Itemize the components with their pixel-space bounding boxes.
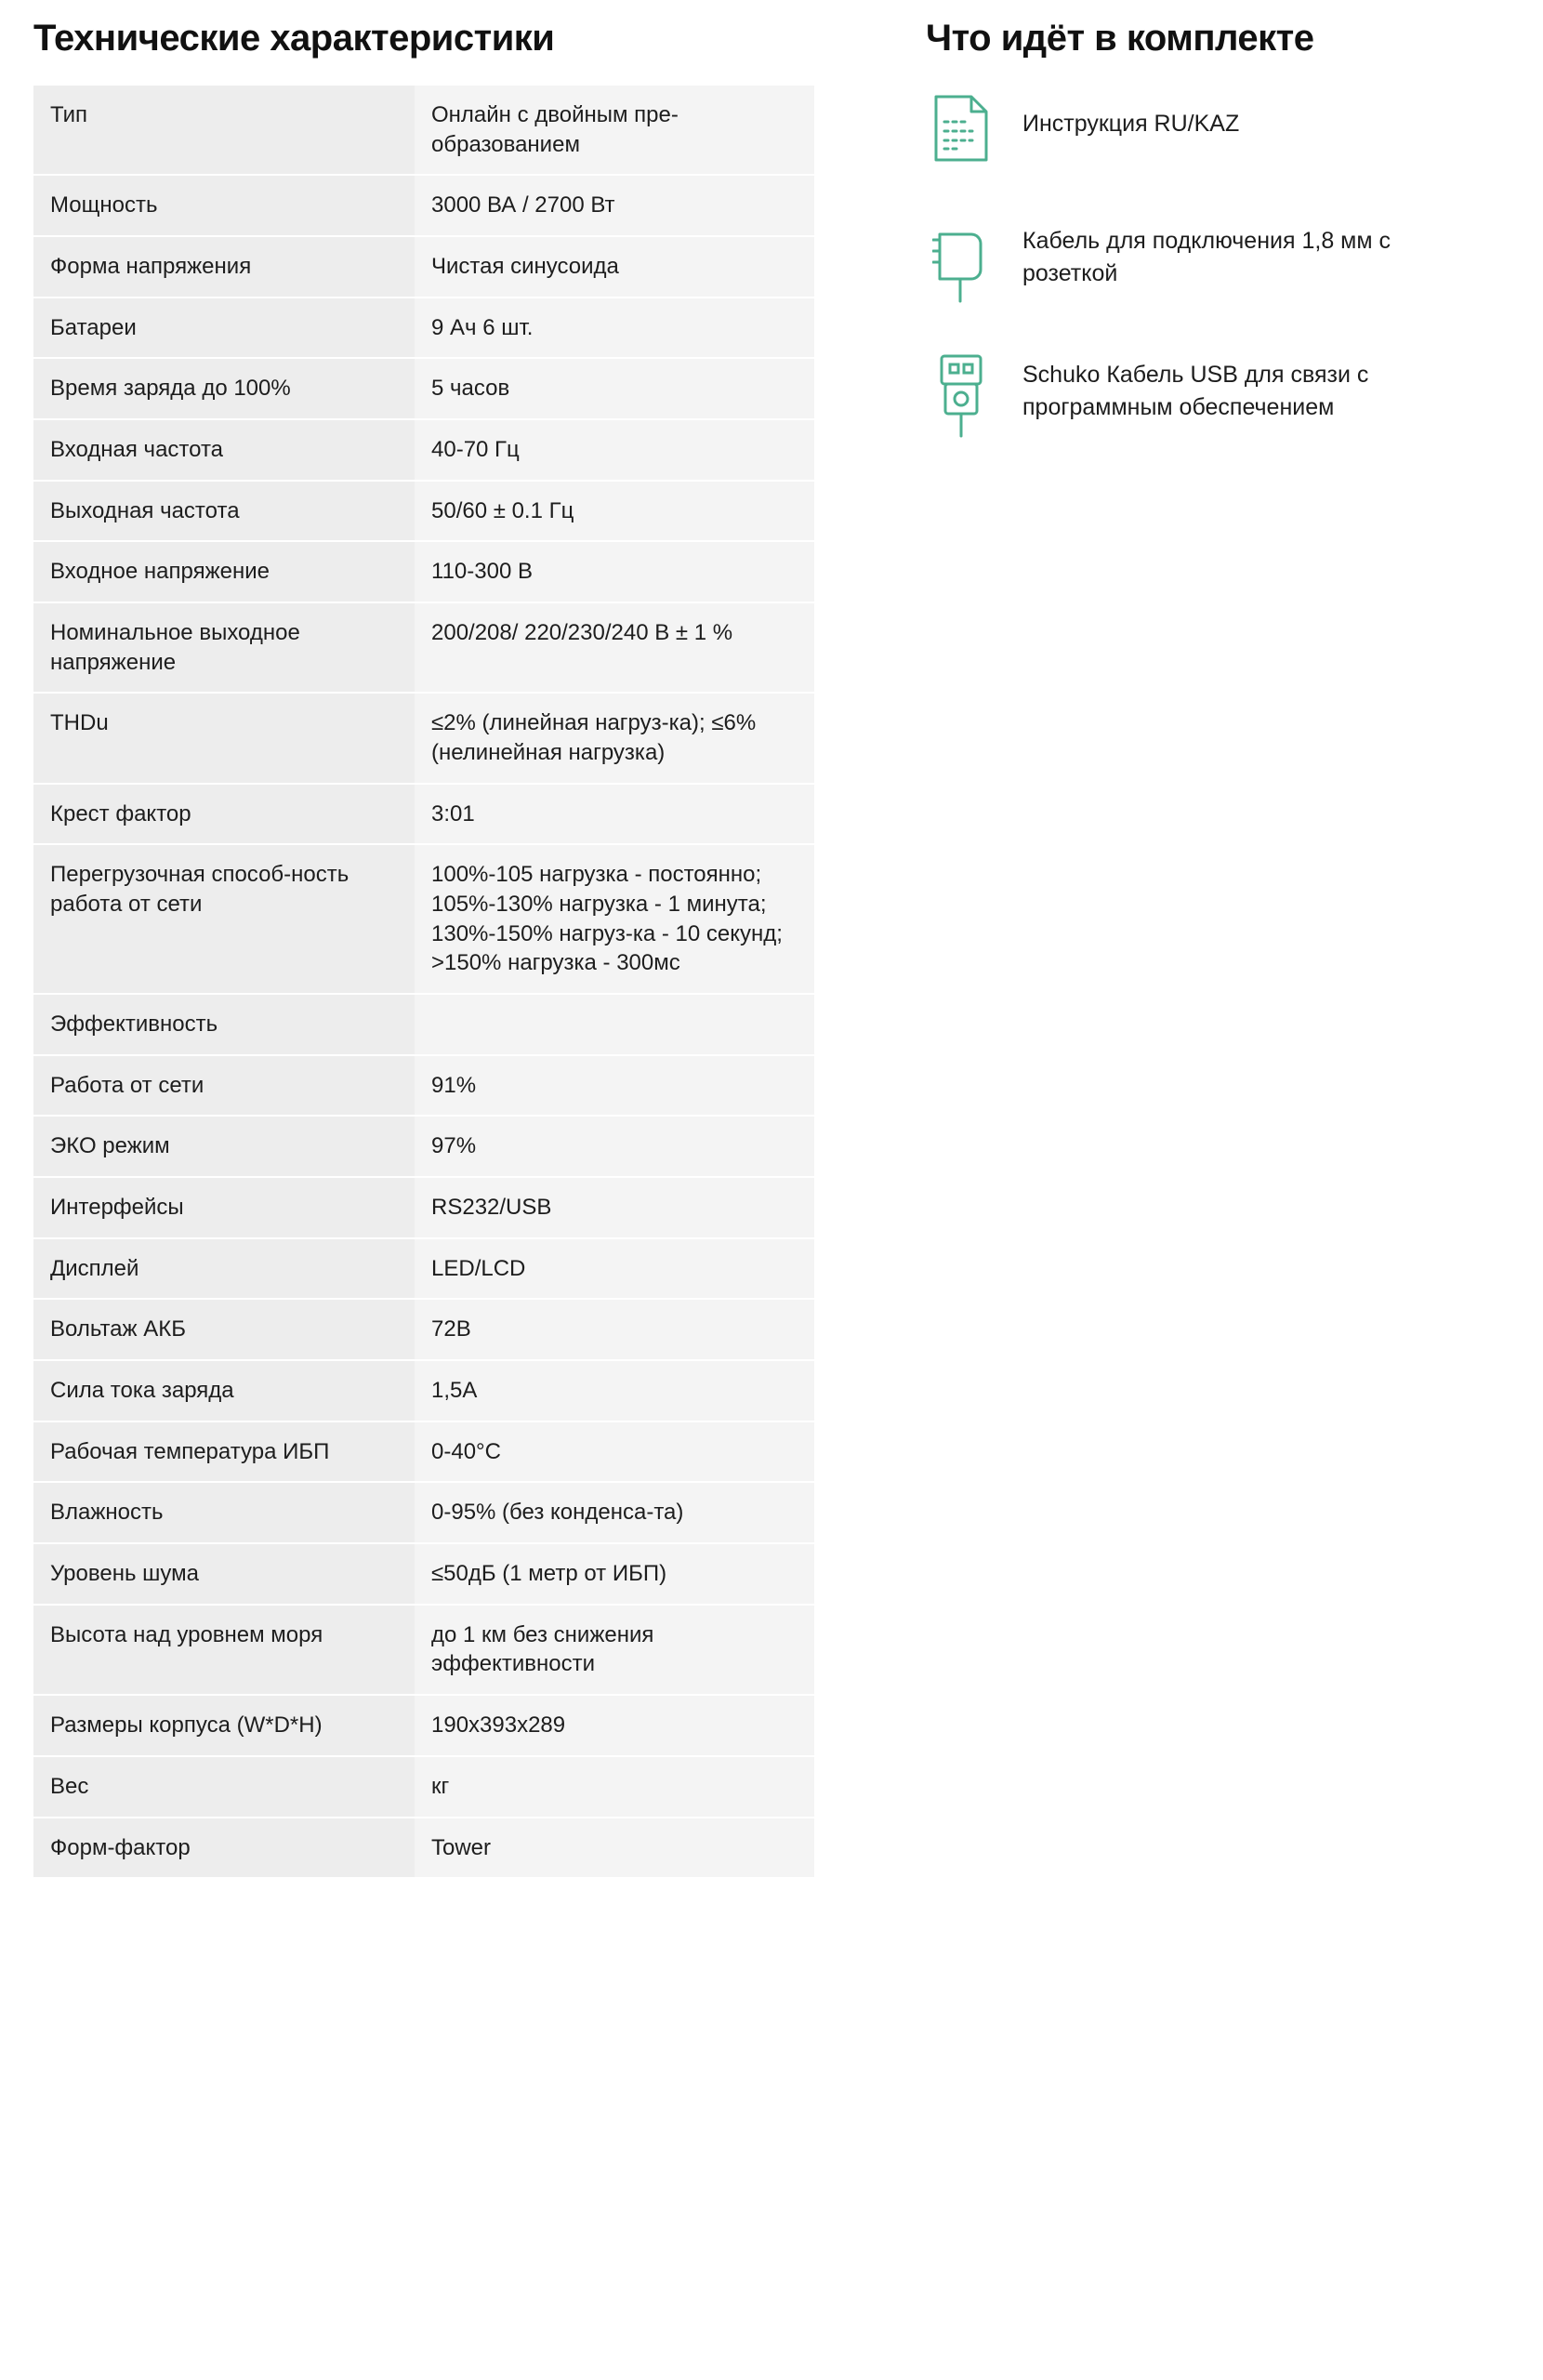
spec-key: Сила тока заряда	[33, 1360, 415, 1421]
spec-key: Номинальное выходное напряжение	[33, 602, 415, 693]
table-row	[33, 541, 814, 602]
table-row	[33, 1421, 814, 1483]
spec-key: Интерфейсы	[33, 1177, 415, 1238]
specifications-table	[33, 86, 814, 1879]
specifications-table-body	[33, 86, 814, 1878]
spec-value: 72В	[415, 1299, 814, 1360]
spec-value: 97%	[415, 1116, 814, 1177]
table-row	[33, 1605, 814, 1695]
spec-key: ЭКО режим	[33, 1116, 415, 1177]
spec-value	[415, 994, 814, 1055]
table-row	[33, 693, 814, 783]
spec-value: Онлайн с двойным пре- образованием	[415, 86, 814, 175]
table-row	[33, 784, 814, 845]
specifications-column	[33, 0, 833, 1879]
two-column-layout	[33, 0, 1510, 1879]
kit-item	[926, 219, 1510, 305]
kit-item-label: Инструкция RU/KAZ	[1022, 111, 1240, 137]
spec-key: Входное напряжение	[33, 541, 415, 602]
spec-value: 40-70 Гц	[415, 419, 814, 481]
spec-value: 1,5А	[415, 1360, 814, 1421]
spec-key: Размеры корпуса (W*D*H)	[33, 1695, 415, 1756]
spec-value: кг	[415, 1756, 814, 1818]
spec-value: 190x393x289	[415, 1695, 814, 1756]
spec-key: Перегрузочная способ-ность работа от сети	[33, 844, 415, 994]
spec-value: LED/LCD	[415, 1238, 814, 1300]
spec-value: 0-40°С	[415, 1421, 814, 1483]
spec-value: 5 часов	[415, 358, 814, 419]
power-plug-icon	[926, 219, 996, 305]
spec-value: 91%	[415, 1055, 814, 1117]
spec-key: Влажность	[33, 1482, 415, 1543]
spec-key: Тип	[33, 86, 415, 175]
table-row	[33, 1055, 814, 1117]
spec-value: 3000 ВА / 2700 Вт	[415, 175, 814, 236]
spec-key: Форма напряжения	[33, 236, 415, 298]
kit-title: Что идёт в комплекте	[926, 18, 1314, 59]
table-row	[33, 602, 814, 693]
table-row	[33, 844, 814, 994]
spec-value: 3:01	[415, 784, 814, 845]
spec-key: Крест фактор	[33, 784, 415, 845]
spec-key: Входная частота	[33, 419, 415, 481]
document-icon	[926, 86, 996, 171]
spec-value: RS232/USB	[415, 1177, 814, 1238]
spec-key: Время заряда до 100%	[33, 358, 415, 419]
spec-key: Уровень шума	[33, 1543, 415, 1605]
spec-value: 0-95% (без конденса-та)	[415, 1482, 814, 1543]
table-row	[33, 86, 814, 175]
spec-value: 200/208/ 220/230/240 В ± 1 %	[415, 602, 814, 693]
table-row	[33, 994, 814, 1055]
table-row	[33, 236, 814, 298]
spec-key: Мощность	[33, 175, 415, 236]
table-row	[33, 1299, 814, 1360]
kit-item-label: Schuko Кабель USB для связи с программным обеспечением	[1022, 362, 1369, 420]
table-row	[33, 1360, 814, 1421]
table-row	[33, 358, 814, 419]
table-row	[33, 419, 814, 481]
spec-key: Дисплей	[33, 1238, 415, 1300]
table-row	[33, 1818, 814, 1879]
table-row	[33, 1756, 814, 1818]
kit-list	[926, 86, 1510, 439]
table-row	[33, 1695, 814, 1756]
spec-value: 9 Ач 6 шт.	[415, 298, 814, 359]
spec-key: Форм-фактор	[33, 1818, 415, 1879]
spec-value: ≤50дБ (1 метр от ИБП)	[415, 1543, 814, 1605]
spec-value: Tower	[415, 1818, 814, 1879]
table-row	[33, 1116, 814, 1177]
table-row	[33, 175, 814, 236]
spec-value: ≤2% (линейная нагруз-ка); ≤6% (нелинейная нагрузка)	[415, 693, 814, 783]
spec-key: Эффективность	[33, 994, 415, 1055]
table-row	[33, 1238, 814, 1300]
table-row	[33, 298, 814, 359]
table-row	[33, 1543, 814, 1605]
spec-key: Выходная частота	[33, 481, 415, 542]
kit-item	[926, 86, 1510, 171]
spec-key: Рабочая температура ИБП	[33, 1421, 415, 1483]
spec-key: Вольтаж АКБ	[33, 1299, 415, 1360]
spec-key: Батареи	[33, 298, 415, 359]
kit-item	[926, 353, 1510, 439]
kit-item-label: Кабель для подключения 1,8 мм с розеткой	[1022, 228, 1391, 286]
usb-cable-icon	[926, 353, 996, 439]
spec-value: 110-300 В	[415, 541, 814, 602]
spec-value: Чистая синусоида	[415, 236, 814, 298]
table-row	[33, 1177, 814, 1238]
spec-key: Работа от сети	[33, 1055, 415, 1117]
spec-value: 50/60 ± 0.1 Гц	[415, 481, 814, 542]
kit-column	[833, 0, 1510, 487]
spec-key: THDu	[33, 693, 415, 783]
page-title: Технические характеристики	[33, 18, 555, 59]
spec-key: Высота над уровнем моря	[33, 1605, 415, 1695]
table-row	[33, 1482, 814, 1543]
spec-key: Вес	[33, 1756, 415, 1818]
spec-value: до 1 км без снижения эффективности	[415, 1605, 814, 1695]
spec-value: 100%-105 нагрузка - постоянно; 105%-130% нагрузка - 1 минута; 130%-150% нагруз-ка - 10 секунд; >150% нагрузка - 300мс	[415, 844, 814, 994]
table-row	[33, 481, 814, 542]
